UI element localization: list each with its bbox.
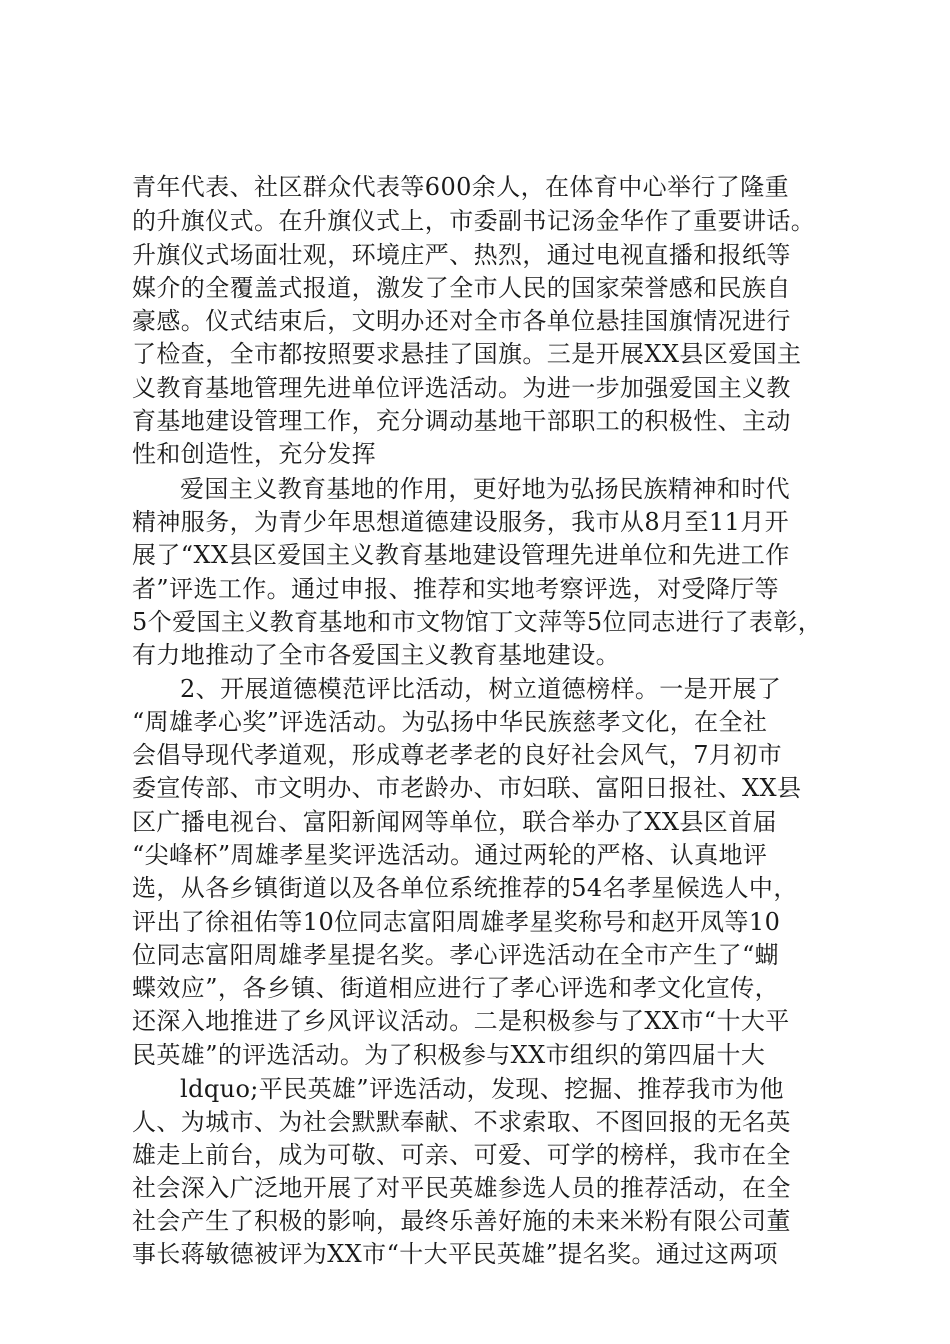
text-line: 豪感。仪式结束后，文明办还对全市各单位悬挂国旗情况进行 [132,307,791,335]
paragraph-first-line: 2、开展道德模范评比活动，树立道德榜样。一是开展了 [180,675,782,703]
text-line: 委宣传部、市文明办、市老龄办、市妇联、富阳日报社、XX县 [132,774,802,802]
text-line: 5个爱国主义教育基地和市文物馆丁文萍等5位同志进行了表彰， [132,608,823,636]
text-line: 社会产生了积极的影响，最终乐善好施的未来米粉有限公司董 [132,1207,791,1235]
text-line: 者”评选工作。通过申报、推荐和实地考察评选，对受降厅等 [132,575,780,603]
paragraph-first-line: ldquo;平民英雄”评选活动，发现、挖掘、推荐我市为他 [180,1075,784,1103]
text-line: 民英雄”的评选活动。为了积极参与XX市组织的第四届十大 [132,1041,766,1069]
text-line: 评出了徐祖佑等10位同志富阳周雄孝星奖称号和赵开凤等10 [132,908,781,936]
text-line: 事长蒋敏德被评为XX市“十大平民英雄”提名奖。通过这两项 [132,1240,778,1268]
text-line: 位同志富阳周雄孝星提名奖。孝心评选活动在全市产生了“蝴 [132,941,780,969]
text-line: 有力地推动了全市各爱国主义教育基地建设。 [132,641,620,669]
text-line: 还深入地推进了乡风评议活动。二是积极参与了XX市“十大平 [132,1007,790,1035]
paragraph-first-line: 爱国主义教育基地的作用，更好地为弘扬民族精神和时代 [180,475,790,503]
text-line: 义教育基地管理先进单位评选活动。为进一步加强爱国主义教 [132,374,791,402]
text-line: 青年代表、社区群众代表等600余人，在体育中心举行了隆重 [132,173,790,201]
text-line: 雄走上前台，成为可敬、可亲、可爱、可学的榜样，我市在全 [132,1141,791,1169]
text-line: 会倡导现代孝道观，形成尊老孝老的良好社会风气，7月初市 [132,741,783,769]
text-line: “尖峰杯”周雄孝星奖评选活动。通过两轮的严格、认真地评 [132,841,768,869]
text-line: 蝶效应”，各乡镇、街道相应进行了孝心评选和孝文化宣传， [132,974,780,1002]
text-line: 育基地建设管理工作，充分调动基地干部职工的积极性、主动 [132,407,791,435]
text-line: 性和创造性，充分发挥 [132,440,376,468]
text-line: 升旗仪式场面壮观，环境庄严、热烈，通过电视直播和报纸等 [132,241,791,269]
text-line: 精神服务，为青少年思想道德建设服务，我市从8月至11月开 [132,508,790,536]
text-line: 人、为城市、为社会默默奉献、不求索取、不图回报的无名英 [132,1108,791,1136]
text-line: 媒介的全覆盖式报道，激发了全市人民的国家荣誉感和民族自 [132,274,791,302]
text-line: 社会深入广泛地开展了对平民英雄参选人员的推荐活动，在全 [132,1174,791,1202]
text-line: 选，从各乡镇街道以及各单位系统推荐的54名孝星候选人中， [132,874,798,902]
text-line: 了检查，全市都按照要求悬挂了国旗。三是开展XX县区爱国主 [132,340,802,368]
text-line: 展了“XX县区爱国主义教育基地建设管理先进单位和先进工作 [132,541,790,569]
text-line: 区广播电视台、富阳新闻网等单位，联合举办了XX县区首届 [132,808,777,836]
text-line: “周雄孝心奖”评选活动。为弘扬中华民族慈孝文化，在全社 [132,708,768,736]
text-line: 的升旗仪式。在升旗仪式上，市委副书记汤金华作了重要讲话。 [132,207,816,235]
